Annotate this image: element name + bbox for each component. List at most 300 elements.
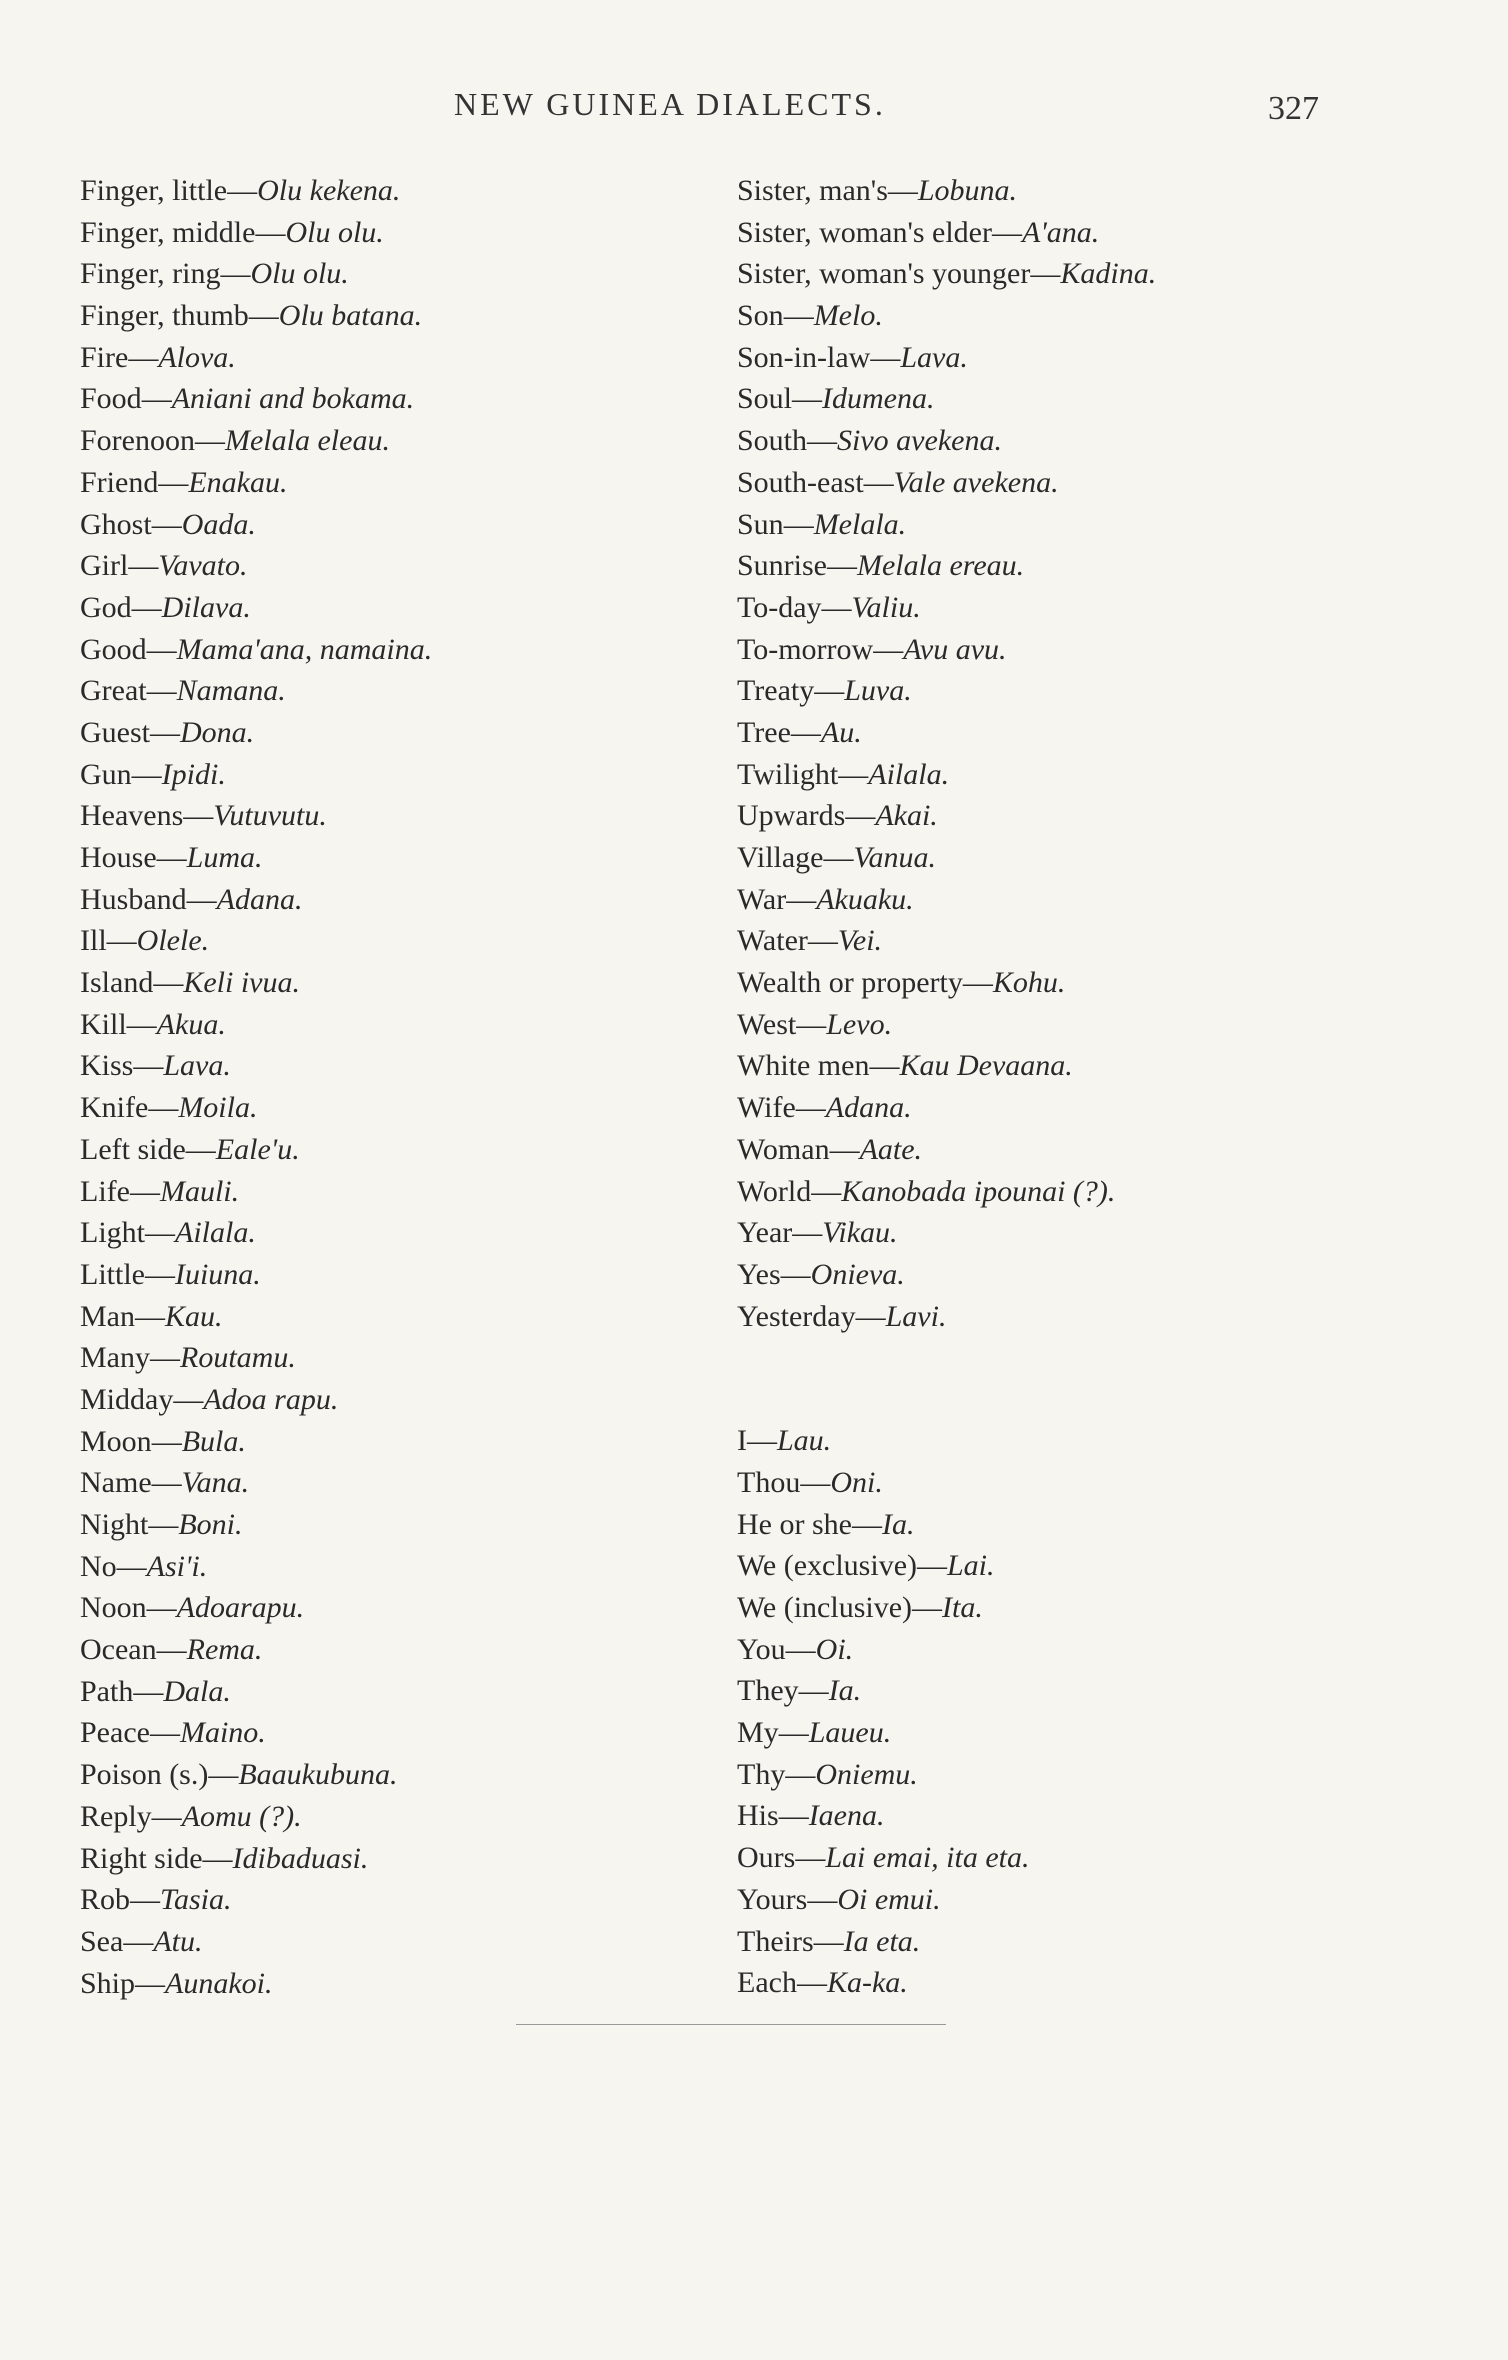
native-word: Avu avu. [903,632,1007,666]
em-dash: — [785,1757,816,1791]
em-dash: — [780,1257,811,1291]
native-word: Idumena. [822,382,935,416]
em-dash: — [790,715,821,749]
native-word: Alova. [158,340,236,374]
vocabulary-entry [80,337,720,379]
native-word: Adana. [825,1091,912,1125]
vocabulary-entry [80,170,720,212]
english-word: Little [80,1257,145,1291]
vocabulary-entry [80,1171,720,1213]
em-dash: — [146,1591,177,1625]
vocabulary-entry [80,1921,720,1963]
vocabulary-entry [80,962,720,1004]
native-word: Vikau. [822,1216,898,1250]
english-word: Kill [80,1007,127,1041]
em-dash: — [851,1507,882,1541]
english-word: Water [737,924,808,958]
em-dash: — [807,924,838,958]
english-word: Thou [737,1465,801,1499]
english-word: Yesterday [737,1299,856,1333]
em-dash: — [151,1799,182,1833]
end-rule [516,2024,946,2025]
em-dash: — [144,1257,175,1291]
english-word: West [737,1007,797,1041]
native-word: Aate. [859,1132,923,1166]
vocabulary-entry [80,1838,720,1880]
vocabulary-entry [80,1963,720,2005]
em-dash: — [131,590,162,624]
english-word: Name [80,1466,152,1500]
vocabulary-entry [737,1879,1417,1921]
em-dash: — [126,1007,157,1041]
native-word: Bula. [181,1424,246,1458]
vocabulary-entry [737,1504,1417,1546]
native-word: Mauli. [159,1174,240,1208]
vocabulary-entry [80,1212,720,1254]
vocabulary-entry [80,837,720,879]
english-word: Light [80,1216,145,1250]
em-dash: — [123,1924,154,1958]
english-word: Island [80,966,154,1000]
em-dash: — [838,757,869,791]
native-word: Kau Devaana. [899,1049,1073,1083]
english-word: Finger, middle [80,215,256,249]
em-dash: — [992,215,1022,249]
vocabulary-entry [80,1587,720,1629]
native-word: Atu. [153,1924,203,1958]
vocabulary-entry [80,1421,720,1463]
vocabulary-entry [737,1670,1417,1712]
english-word: Peace [80,1716,150,1750]
em-dash: — [156,841,187,874]
native-word: Onieva. [810,1257,905,1291]
native-word: Melala ereau. [857,549,1025,583]
em-dash: — [183,799,214,833]
em-dash: — [129,1174,160,1208]
em-dash: — [827,549,857,583]
em-dash: — [106,924,137,958]
native-word: Levo. [826,1007,893,1041]
vocabulary-entry [737,504,1417,546]
em-dash: — [792,1216,823,1250]
native-word: Vutuvutu. [213,799,327,833]
native-word: Ipidi. [161,757,226,791]
em-dash: — [887,174,918,207]
vocabulary-entry [80,378,720,420]
vocabulary-entry [80,295,720,337]
vocabulary-entry [737,879,1417,921]
native-word: Enakau. [188,465,288,499]
native-word: Adoarapu. [176,1591,305,1625]
em-dash: — [1030,257,1061,291]
vocabulary-entry [737,378,1417,420]
english-word: South [737,424,808,458]
english-word: Knife [80,1091,149,1125]
em-dash: — [135,1966,166,2000]
english-word: Forenoon [80,424,195,458]
vocabulary-entry [737,1296,1417,1338]
english-word: Wealth or property [737,966,963,1000]
english-word: Food [80,382,142,416]
native-word: Vale avekena. [893,465,1059,499]
em-dash: — [863,465,894,499]
native-word: Oada. [181,507,256,541]
vocabulary-entry [737,587,1417,629]
native-word: Oniemu. [815,1757,918,1791]
native-word: Eale'u. [215,1132,300,1166]
native-word: Luma. [186,841,263,874]
english-word: Good [80,632,147,666]
em-dash: — [148,1091,179,1125]
vocabulary-entry [80,462,720,504]
em-dash: — [185,1132,216,1166]
vocabulary-entry [737,295,1417,337]
em-dash: — [255,215,286,249]
em-dash: — [796,1007,827,1041]
english-word: Twilight [737,757,839,791]
english-word: Son-in-law [737,340,871,374]
vocabulary-entry [80,1254,720,1296]
native-word: Lai emai, ita eta. [825,1841,1030,1875]
em-dash: — [153,966,184,1000]
native-word: Boni. [178,1508,243,1541]
native-word: Akuaku. [816,882,914,916]
english-word: Reply [80,1799,152,1833]
em-dash: — [128,340,159,374]
vocabulary-entry [737,462,1417,504]
native-word: Kanobada ipounai (?). [841,1174,1116,1208]
vocabulary-entry [80,670,720,712]
em-dash: — [811,1174,842,1208]
vocabulary-entry [80,1045,720,1087]
section-gap [737,1337,1417,1420]
em-dash: — [150,1341,180,1375]
vocabulary-column-right [737,170,1417,2004]
em-dash: — [796,1966,827,2000]
vocabulary-entry [80,545,720,587]
vocabulary-entry [80,795,720,837]
english-word: Night [80,1508,149,1541]
native-word: Vana. [181,1466,250,1500]
em-dash: — [783,299,814,333]
native-word: Olu olu. [285,215,384,249]
vocabulary-entry [737,1129,1417,1171]
english-word: Sister, woman's younger [737,257,1031,291]
vocabulary-entry [737,1462,1417,1504]
english-word: Life [80,1174,130,1208]
english-word: God [80,590,132,624]
native-word: Ailala. [175,1216,256,1250]
em-dash: — [151,507,182,541]
english-word: Ship [80,1966,136,2000]
em-dash: — [829,1132,860,1166]
native-word: Luva. [844,674,912,708]
english-word: He or she [737,1507,852,1541]
em-dash: — [778,1716,809,1750]
native-word: Tasia. [160,1883,232,1917]
native-word: Oni. [830,1465,883,1499]
native-word: Olu batana. [278,299,423,333]
english-word: Treaty [737,674,815,708]
vocabulary-entry [737,420,1417,462]
native-word: Olu olu. [250,257,349,291]
native-word: Routamu. [180,1341,296,1375]
vocabulary-entry [737,670,1417,712]
em-dash: — [813,1924,844,1958]
em-dash: — [823,841,854,874]
vocabulary-entry [80,1796,720,1838]
english-word: Path [80,1674,134,1708]
native-word: Lau. [777,1424,832,1458]
native-word: Vanua. [853,841,936,874]
vocabulary-entry [737,795,1417,837]
native-word: Akai. [875,799,938,833]
vocabulary-entry [80,420,720,462]
english-word: Finger, little [80,174,228,207]
em-dash: — [786,882,817,916]
native-word: Vavato. [158,549,248,583]
english-word: Tree [737,715,791,749]
native-word: Vei. [837,924,883,958]
english-word: Upwards [737,799,846,833]
english-word: War [737,882,787,916]
native-word: Melala. [813,507,907,541]
vocabulary-entry [737,1004,1417,1046]
vocabulary-entry [80,754,720,796]
english-word: Village [737,841,824,874]
em-dash: — [208,1758,239,1792]
english-word: Yes [737,1257,781,1291]
em-dash: — [783,507,814,541]
native-word: Iaena. [808,1799,885,1833]
native-word: Aniani and bokama. [171,382,415,416]
vocabulary-entry [80,1712,720,1754]
native-word: Oi. [815,1632,854,1666]
english-word: Each [737,1966,797,2000]
english-word: I [737,1424,747,1458]
native-word: Maino. [179,1716,266,1750]
vocabulary-entry [80,879,720,921]
english-word: Son [737,299,784,333]
em-dash: — [814,674,845,708]
vocabulary-entry [737,253,1417,295]
em-dash: — [133,1674,164,1708]
english-word: Ghost [80,507,152,541]
native-word: Ka-ka. [826,1966,908,2000]
vocabulary-entry [737,1545,1417,1587]
vocabulary-entry [737,337,1417,379]
english-word: Finger, ring [80,257,221,291]
vocabulary-entry [80,1337,720,1379]
native-word: A'ana. [1022,215,1100,249]
english-word: Sister, man's [737,174,888,207]
native-word: Ia. [881,1507,915,1541]
em-dash: — [135,1299,165,1333]
english-word: Sea [80,1924,124,1958]
vocabulary-entry [737,545,1417,587]
native-word: Laueu. [808,1716,892,1750]
em-dash: — [800,1465,831,1499]
english-word: Ocean [80,1633,157,1667]
english-word: Man [80,1299,135,1333]
vocabulary-entry [737,837,1417,879]
em-dash: — [131,757,162,791]
em-dash: — [845,799,876,833]
em-dash: — [151,1466,182,1500]
native-word: Melala eleau. [225,424,390,458]
native-word: Sivo avekena. [837,424,1002,458]
english-word: They [737,1674,799,1708]
native-word: Oi emui. [837,1882,941,1916]
native-word: Lavi. [885,1299,947,1333]
english-word: Fire [80,340,129,374]
vocabulary-entry [80,1129,720,1171]
native-word: Kohu. [992,966,1066,1000]
em-dash: — [917,1549,947,1583]
english-word: White men [737,1049,870,1083]
vocabulary-entry [737,1962,1417,2004]
em-dash: — [778,1799,809,1833]
vocabulary-entry [737,962,1417,1004]
english-word: To-day [737,590,822,624]
english-word: Theirs [737,1924,814,1958]
native-word: Moila. [178,1091,258,1125]
em-dash: — [156,1633,187,1667]
native-word: Dilava. [161,590,251,624]
vocabulary-entry [80,629,720,671]
em-dash: — [141,382,172,416]
em-dash: — [150,715,180,749]
vocabulary-entry [80,1379,720,1421]
native-word: Lai. [947,1549,995,1583]
vocabulary-entry [80,1296,720,1338]
vocabulary-entry [80,587,720,629]
vocabulary-entry [80,504,720,546]
english-word: You [737,1632,786,1666]
native-word: Ailala. [868,757,950,791]
em-dash: — [747,1424,777,1458]
em-dash: — [146,632,177,666]
em-dash: — [116,1549,147,1583]
vocabulary-entry [80,1087,720,1129]
vocabulary-entry [737,1087,1417,1129]
native-word: Ia. [828,1674,862,1708]
english-word: Kiss [80,1049,134,1083]
native-word: Melo. [813,299,883,333]
vocabulary-entry [737,1754,1417,1796]
em-dash: — [149,1716,180,1750]
english-word: Wife [737,1091,796,1125]
vocabulary-entry [80,1546,720,1588]
vocabulary-entry [737,1712,1417,1754]
native-word: Adoa rapu. [203,1382,339,1416]
vocabulary-entry [737,1045,1417,1087]
vocabulary-entry [80,712,720,754]
english-word: Midday [80,1382,174,1416]
native-word: Lava. [900,340,968,374]
english-word: Rob [80,1883,131,1917]
native-word: Lava. [163,1049,231,1083]
native-word: Olele. [136,924,210,958]
english-word: South-east [737,465,864,499]
em-dash: — [912,1591,943,1624]
english-word: Sun [737,507,784,541]
em-dash: — [855,1299,886,1333]
vocabulary-entry [737,1171,1417,1213]
vocabulary-entry [80,920,720,962]
em-dash: — [821,590,852,624]
em-dash: — [795,1091,826,1125]
vocabulary-entry [737,1629,1417,1671]
english-word: House [80,841,157,874]
english-word: Guest [80,715,150,749]
english-word: Poison (s.) [80,1758,209,1792]
english-word: Husband [80,882,187,916]
english-word: World [737,1174,812,1208]
english-word: Great [80,674,147,708]
english-word: Thy [737,1757,786,1791]
english-word: Noon [80,1591,147,1625]
english-word: Woman [737,1132,830,1166]
native-word: Iuiuna. [174,1257,261,1291]
native-word: Mama'ana, namaina. [176,632,433,666]
english-word: Girl [80,549,129,583]
em-dash: — [130,1883,161,1917]
english-word: Left side [80,1132,186,1166]
native-word: Adana. [216,882,303,916]
english-word: We (exclusive) [737,1549,917,1583]
em-dash: — [962,966,993,1000]
vocabulary-entry [80,1879,720,1921]
native-word: Rema. [186,1633,263,1667]
vocabulary-entry [737,170,1417,212]
em-dash: — [220,257,251,291]
native-word: Dona. [180,715,255,749]
em-dash: — [795,1841,826,1875]
vocabulary-entry [80,253,720,295]
page-number: 327 [1268,90,1319,127]
em-dash: — [145,1216,175,1250]
native-word: Aunakoi. [165,1966,273,2000]
em-dash: — [173,1382,204,1416]
em-dash: — [873,632,904,666]
em-dash: — [133,1049,164,1083]
em-dash: — [248,299,279,333]
native-word: Kadina. [1060,257,1157,291]
english-word: Many [80,1341,150,1375]
english-word: To-morrow [737,632,874,666]
english-word: My [737,1716,779,1750]
native-word: Au. [820,715,862,749]
english-word: Sister, woman's elder [737,215,992,249]
native-word: Ia eta. [843,1924,921,1958]
vocabulary-entry [737,1212,1417,1254]
em-dash: — [146,674,177,708]
vocabulary-entry [737,712,1417,754]
native-word: Idibaduasi. [232,1841,369,1875]
running-head: NEW GUINEA DIALECTS. [454,86,886,122]
em-dash: — [869,1049,900,1083]
english-word: Ours [737,1841,796,1875]
english-word: Moon [80,1424,152,1458]
em-dash: — [202,1841,233,1875]
vocabulary-entry [737,1420,1417,1462]
english-word: His [737,1799,779,1833]
vocabulary-entry [80,212,720,254]
native-word: Akua. [156,1007,226,1041]
em-dash: — [785,1632,816,1666]
native-word: Olu kekena. [257,174,401,207]
